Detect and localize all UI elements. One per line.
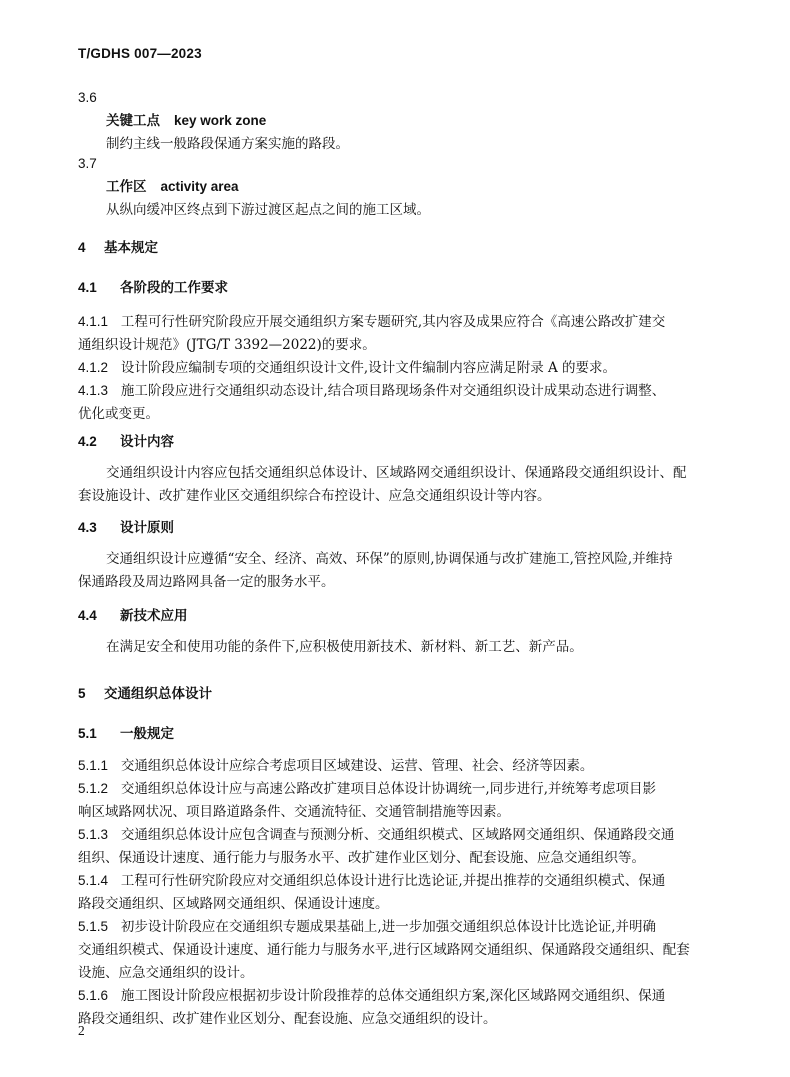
paragraph-line: 套设施设计、改扩建作业区交通组织综合布控设计、应急交通组织设计等内容。	[78, 488, 551, 504]
paragraph-line: 交通组织设计应遵循“安全、经济、高效、环保”的原则,协调保通与改扩建施工,管控风险,并维持	[106, 551, 673, 567]
section-4-4-body	[78, 636, 718, 659]
paragraph-line: 在满足安全和使用功能的条件下,应积极使用新技术、新材料、新工艺、新产品。	[106, 639, 583, 655]
clause-4-1-2	[78, 356, 718, 380]
clause-text: 路段交通组织、区域路网交通组织、保通设计速度。	[78, 896, 389, 912]
term-cn: 工作区	[106, 179, 147, 195]
section-title: 新技术应用	[120, 608, 188, 624]
term-en: activity area	[160, 179, 239, 194]
chapter-title: 基本规定	[104, 240, 158, 256]
term-definition: 制约主线一般路段保通方案实施的路段。	[106, 136, 349, 152]
clause-text: 施工图设计阶段应根据初步设计阶段推荐的总体交通组织方案,深化区域路网交通组织、保通	[120, 988, 666, 1004]
section-4-3-heading	[78, 516, 718, 540]
term-en: key work zone	[174, 113, 267, 128]
chapter-4-heading	[78, 236, 718, 260]
section-4-2-heading	[78, 430, 718, 454]
clause-text: 响区域路网状况、项目路道路条件、交通流特征、交通管制措施等因素。	[78, 804, 510, 820]
clause-4-1-1	[78, 310, 718, 357]
clause-5-1-5	[78, 915, 718, 985]
clause-number: 4.1.2	[78, 360, 109, 375]
term-3-7	[78, 152, 718, 222]
clause-text: 施工阶段应进行交通组织动态设计,结合项目路现场条件对交通组织设计成果动态进行调整、	[120, 383, 666, 399]
chapter-number: 5	[78, 686, 86, 701]
section-5-1-heading	[78, 722, 718, 746]
section-number: 4.2	[78, 434, 97, 449]
clause-text: 设计阶段应编制专项的交通组织设计文件,设计文件编制内容应满足附录 A 的要求。	[120, 360, 617, 376]
term-number: 3.6	[78, 90, 97, 105]
clause-5-1-6	[78, 984, 718, 1031]
term-cn: 关键工点	[106, 113, 160, 129]
clause-number: 5.1.2	[78, 781, 109, 796]
section-4-4-heading	[78, 604, 718, 628]
chapter-5-heading	[78, 682, 718, 706]
clause-4-1-3	[78, 379, 718, 426]
paragraph-line: 交通组织设计内容应包括交通组织总体设计、区域路网交通组织设计、保通路段交通组织设计、配	[106, 465, 687, 481]
clause-text: 路段交通组织、改扩建作业区划分、配套设施、应急交通组织的设计。	[78, 1011, 497, 1027]
clause-number: 4.1.1	[78, 314, 109, 329]
clause-text: 交通组织总体设计应与高速公路改扩建项目总体设计协调统一,同步进行,并统筹考虑项目影	[120, 781, 656, 797]
clause-text: 组织、保通设计速度、通行能力与服务水平、改扩建作业区划分、配套设施、应急交通组织等。	[78, 850, 645, 866]
clause-5-1-3	[78, 823, 718, 870]
section-4-1-heading	[78, 276, 718, 300]
clause-number: 5.1.1	[78, 758, 109, 773]
clause-text: 交通组织总体设计应包含调查与预测分析、交通组织模式、区域路网交通组织、保通路段交通	[120, 827, 675, 843]
clause-5-1-4	[78, 869, 718, 916]
section-number: 4.3	[78, 520, 97, 535]
section-title: 设计原则	[120, 520, 174, 536]
clause-number: 5.1.4	[78, 873, 109, 888]
section-title: 各阶段的工作要求	[120, 280, 228, 296]
section-number: 4.4	[78, 608, 97, 623]
clause-number: 5.1.3	[78, 827, 109, 842]
term-title	[78, 175, 718, 199]
section-4-3-body	[78, 548, 718, 594]
standard-code-header: T/GDHS 007—2023	[78, 46, 202, 61]
clause-number: 5.1.5	[78, 919, 109, 934]
clause-text: 设施、应急交通组织的设计。	[78, 965, 254, 981]
clause-text: 工程可行性研究阶段应对交通组织总体设计进行比选论证,并提出推荐的交通组织模式、保通	[120, 873, 666, 889]
page-number: 2	[78, 1023, 85, 1038]
section-number: 5.1	[78, 726, 97, 741]
chapter-title: 交通组织总体设计	[104, 686, 212, 702]
clause-5-1-2	[78, 777, 718, 824]
section-title: 设计内容	[120, 434, 174, 450]
clause-text: 交通组织模式、保通设计速度、通行能力与服务水平,进行区域路网交通组织、保通路段交通组织、配套	[78, 942, 690, 958]
clause-number: 5.1.6	[78, 988, 109, 1003]
term-3-6	[78, 86, 718, 156]
term-title	[78, 109, 718, 133]
section-title: 一般规定	[120, 726, 174, 742]
clause-text: 通组织设计规范》(JTG/T 3392—2022)的要求。	[78, 337, 376, 353]
term-number: 3.7	[78, 156, 97, 171]
clause-text: 交通组织总体设计应综合考虑项目区域建设、运营、管理、社会、经济等因素。	[120, 758, 594, 774]
section-number: 4.1	[78, 280, 97, 295]
clause-text: 初步设计阶段应在交通组织专题成果基础上,进一步加强交通组织总体设计比选论证,并明确	[120, 919, 656, 935]
clause-text: 工程可行性研究阶段应开展交通组织方案专题研究,其内容及成果应符合《高速公路改扩建交	[120, 314, 666, 330]
clause-text: 优化或变更。	[78, 406, 159, 422]
chapter-number: 4	[78, 240, 86, 255]
section-4-2-body	[78, 462, 718, 508]
clause-5-1-1	[78, 754, 718, 778]
term-definition: 从纵向缓冲区终点到下游过渡区起点之间的施工区域。	[106, 202, 430, 218]
clause-number: 4.1.3	[78, 383, 109, 398]
paragraph-line: 保通路段及周边路网具备一定的服务水平。	[78, 574, 335, 590]
